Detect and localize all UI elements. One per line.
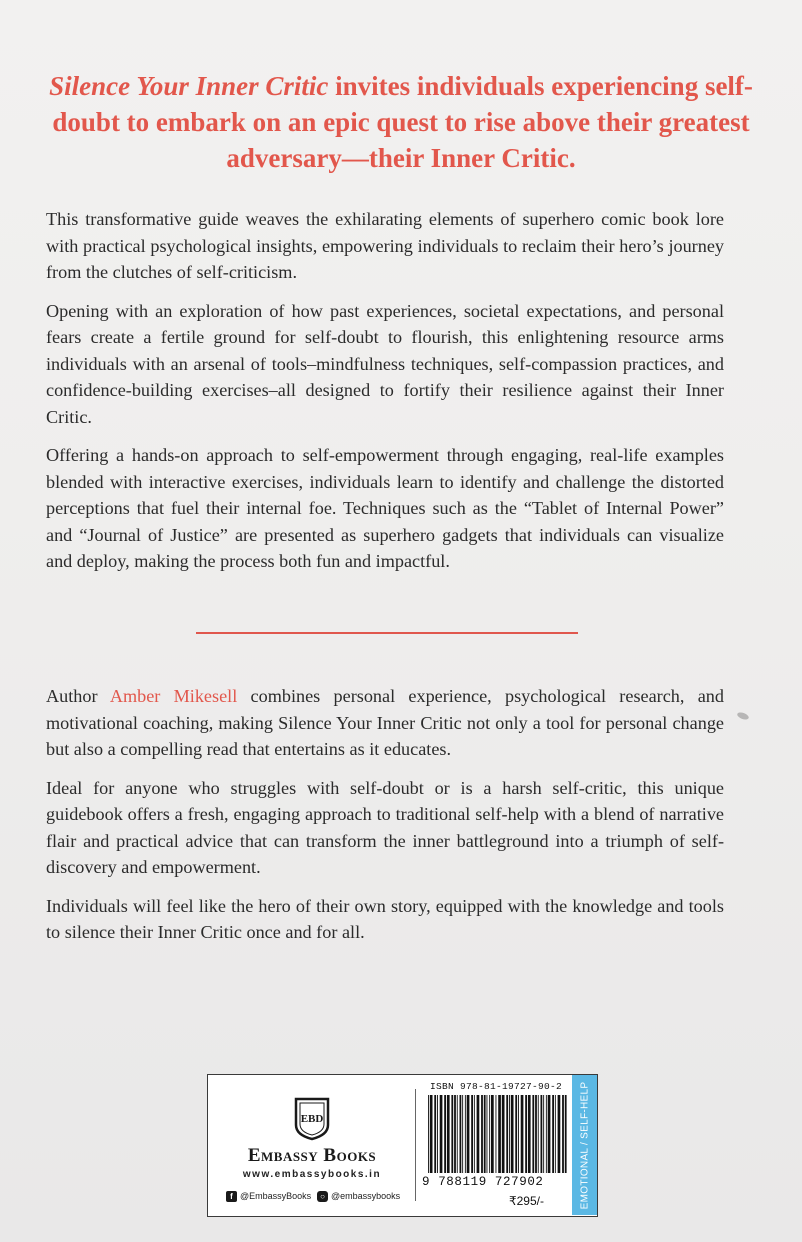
- description-top: [46, 206, 724, 587]
- barcode-bar: [509, 1095, 510, 1173]
- author-name: Amber Mikesell: [109, 686, 238, 706]
- publisher-logo-text: EBD: [300, 1113, 324, 1125]
- barcode-bar: [487, 1095, 488, 1173]
- barcode-bar: [511, 1095, 514, 1173]
- barcode-panel: [207, 1074, 598, 1217]
- barcode-bar: [518, 1095, 519, 1173]
- panel-separator: [415, 1089, 416, 1201]
- barcode-bar: [528, 1095, 531, 1173]
- barcode-bar: [477, 1095, 480, 1173]
- barcode-bar: [434, 1095, 436, 1173]
- barcode-bar: [447, 1095, 450, 1173]
- category-text: EMOTIONAL / SELF-HELP: [579, 1081, 590, 1209]
- author-prefix: Author: [46, 686, 110, 706]
- barcode-bar: [430, 1095, 433, 1173]
- barcode-bar: [552, 1095, 554, 1173]
- barcode-bar: [484, 1095, 486, 1173]
- publisher-block: [212, 1085, 412, 1210]
- print-smudge: [736, 711, 749, 721]
- barcode-bar: [555, 1095, 556, 1173]
- barcode-bar: [525, 1095, 527, 1173]
- barcode-image: [426, 1095, 568, 1173]
- barcode-bar: [437, 1095, 438, 1173]
- category-label: [572, 1075, 597, 1215]
- instagram-handle: [317, 1189, 400, 1203]
- barcode-bar: [532, 1095, 534, 1173]
- section-divider: [196, 632, 578, 634]
- barcode-bar: [541, 1095, 543, 1173]
- paragraph-ideal: Ideal for anyone who struggles with self-doubt or is a harsh self-critic, this unique guidebook offers a fresh, engaging approach to traditional self-help with a blend of narrative flair and practical advice that can transform the inner battleground into a triumph of self-discovery and empowerment.: [46, 777, 724, 877]
- barcode-bar: [471, 1095, 473, 1173]
- barcode-bar: [489, 1095, 490, 1173]
- barcode-bar: [506, 1095, 508, 1173]
- barcode-bar: [440, 1095, 443, 1173]
- barcode-bar: [558, 1095, 561, 1173]
- price-label: ₹295/-: [509, 1194, 544, 1208]
- paragraph-intro: This transformative guide weaves the exhilarating elements of superhero comic book lore with practical psychological insights, empowering individuals to reclaim their hero’s journey from the clutches of self-criticism.: [46, 209, 724, 282]
- barcode-bar: [521, 1095, 524, 1173]
- publisher-name: Embassy Books: [247, 1145, 377, 1166]
- book-title-italic: Silence Your Inner Critic: [49, 71, 329, 101]
- headline-text: invites individuals experiencing self-doubt to embark on an epic quest to rise above their greatest adversary—their Inner Critic.: [52, 71, 753, 173]
- barcode-bar: [474, 1095, 475, 1173]
- publisher-logo-icon: [292, 1095, 332, 1141]
- blurb-headline: [40, 68, 762, 176]
- barcode-bar: [502, 1095, 505, 1173]
- barcode-bar: [546, 1095, 547, 1173]
- instagram-handle-text: @embassybooks: [331, 1191, 401, 1201]
- facebook-handle: [226, 1189, 311, 1203]
- barcode-bar: [454, 1095, 456, 1173]
- barcode-bar: [428, 1095, 429, 1173]
- instagram-icon: ○: [317, 1191, 328, 1202]
- barcode-bar: [467, 1095, 470, 1173]
- barcode-digits: 9 788119 727902: [422, 1175, 544, 1189]
- publisher-url: www.embassybooks.in: [242, 1169, 382, 1180]
- paragraph-closing: Individuals will feel like the hero of their own story, equipped with the knowledge and tools to silence their Inner Critic once and for all.: [46, 895, 724, 942]
- barcode-bar: [548, 1095, 551, 1173]
- paragraph-author: [46, 683, 724, 763]
- barcode-bar: [451, 1095, 453, 1173]
- barcode-bar: [535, 1095, 537, 1173]
- barcode-bar: [481, 1095, 483, 1173]
- paragraph-approach: Offering a hands-on approach to self-empowerment through engaging, real-life examples blended with interactive exercises, individuals learn to identify and challenge the distorted perceptions that fuel their internal foe. Techniques such as the “Tablet of Internal Power” and “Journal of Justice” are presented as superhero gadgets that individuals can visualize and deploy, making the process both fun and impactful.: [46, 445, 724, 571]
- barcode-bar: [498, 1095, 501, 1173]
- barcode-bar: [543, 1095, 544, 1173]
- paragraph-opening: Opening with an exploration of how past experiences, societal expectations, and personal fears create a fertile ground for self-doubt to flourish, this enlightening resource arms individuals with an arsenal of tools–mindfulness techniques, self-compassion practices, and confidence-building exercises–all designed to fortify their resilience against their Inner Critic.: [46, 300, 724, 427]
- barcode-bar: [562, 1095, 564, 1173]
- barcode-bar: [496, 1095, 497, 1173]
- author-suffix: combines personal experience, psychological research, and motivational coaching, making Silence Your Inner Critic not only a tool for personal change but also a compelling read that entertains as it educates.: [46, 686, 724, 759]
- barcode-bar: [538, 1095, 539, 1173]
- isbn-label: ISBN 978-81-19727-90-2: [430, 1081, 563, 1092]
- barcode-bar: [491, 1095, 494, 1173]
- facebook-icon: f: [226, 1191, 237, 1202]
- barcode-bar: [515, 1095, 517, 1173]
- description-bottom: [46, 683, 724, 958]
- barcode-bar: [444, 1095, 446, 1173]
- barcode-bar: [565, 1095, 567, 1173]
- barcode-bar: [465, 1095, 466, 1173]
- barcode-bar: [460, 1095, 462, 1173]
- barcode-bar: [457, 1095, 458, 1173]
- barcode-bar: [462, 1095, 463, 1173]
- facebook-handle-text: @EmbassyBooks: [240, 1191, 312, 1201]
